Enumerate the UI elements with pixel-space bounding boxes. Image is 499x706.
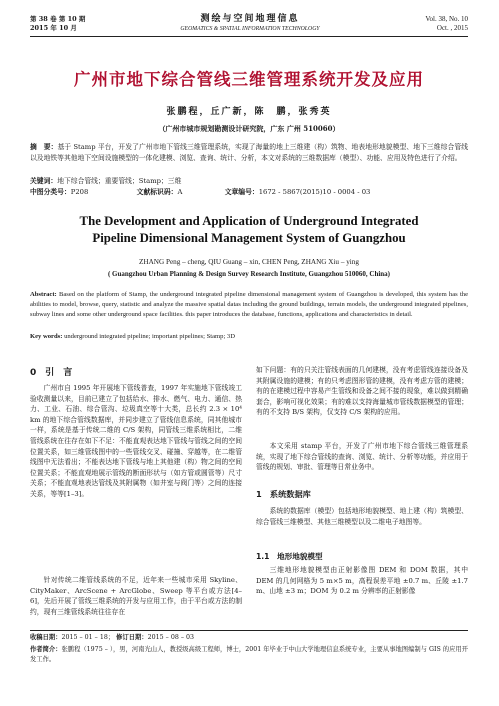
abstract-en-text: Based on the platform of Stamp, the underground integrated pipeline dimensional management system of Guangzhou is developed, this system has the abilities to model, browse, query, statistic and analyze the massive spatial datas including the ground buildings, terrain models, the underground integrated pipelines, subway lines and some other underground space facilities. this paper introduces the database, functions, applications and characteristics in detail. <box>30 291 468 319</box>
affiliation-en: ( Guangzhou Urban Planning & Design Survey Research Institute, Guangzhou 510060, China) <box>107 270 391 278</box>
doc-code-label: 文献标识码： <box>136 188 178 196</box>
author-bio-label: 作者简介： <box>30 646 62 653</box>
section-1-heading: 1 系统数据库 <box>256 489 311 499</box>
abstract-en <box>30 290 468 321</box>
section-0-paragraph-1: 广州市自 1995 年开展地下管线普查，1997 年实施地下管线竣工验收测量以来，目前已建立了包括给水、排水、燃气、电力、通信、热力、工业、石油、综合管沟、垃圾真空等十大类，总长约 2.3 × 10⁴ km 的地下综合管线数据库，并同步建立了管线信息系统，同其他城市一样，系统是基于传统二维的 C/S 架构，同管线三维系统相比，二维管线系统在往存在如下不足：不能直观表达地下管线与管线之间的空间位置关系，如三维管线图中的一些管线交叉、碰撞、穿越等，在二维管线图中无法看出；不能表达地下管线与地上其他建（构）物之间的空间位置关系；不能直观地展示管线的断面形状与（如方管或圆管等）尺寸关系；不能直观地表达管线及其附属物（如井室与阀门等）之间的连接关系，等等[1–3]。 <box>30 384 242 498</box>
article-title-cn: 广州市地下综合管线三维管理系统开发及应用 <box>74 70 424 89</box>
journal-title-en: GEOMATICS & SPATIAL INFORMATION TECHNOLOGY <box>180 26 320 32</box>
keywords-cn-label: 关键词： <box>30 177 58 185</box>
keywords-en-text: underground integrated pipeline; important pipelines; Stamp; 3D <box>64 333 235 340</box>
header-rule <box>30 36 468 37</box>
footnote-author <box>30 645 468 665</box>
clc-value: P208 <box>70 188 89 196</box>
section-0-paragraph-2: 针对传统二维管线系统的不足，近年来一些城市采用 Skyline、CityMaker、ArcScene + ArcGlobe、Sweep 等平台或方法[4–6]，先后开展了管线三维系统的开发与应用工作，由于平台或方法的制约，现有三维管线系统往往存在 <box>30 576 242 616</box>
section-0-heading: 0 引 言 <box>30 368 73 378</box>
received-date: 2015 – 01 – 18； <box>61 634 115 641</box>
right-column-paragraph-2: 本文采用 stamp 平台，开发了广州市地下综合管线三维管理系统，实现了地下综合管线的查询、浏览、统计、分析等功能，并应用于管线的规划、审批、管理等日常业务中。 <box>256 442 468 472</box>
clc-label: 中图分类号： <box>30 188 71 196</box>
classification-line <box>30 187 468 198</box>
article-number-label: 文章编号： <box>224 188 259 196</box>
footnote-rule <box>30 630 468 631</box>
section-1-paragraph: 系统的数据库（模型）包括地形地貌模型、地上建（构）筑模型、综合管线三维模型、其他三维模型以及二维电子地图等。 <box>256 507 468 526</box>
header-volume-en-text: Vol. 38, No. 10 <box>425 15 468 23</box>
section-1-1-paragraph: 三维地形地貌模型由正射影像图 DEM 和 DOM 数据，其中 DEM 的几何网格为 5 m×5 m，高程误差平地 ±0.7 m、丘陵 ±1.7 m、山地 ±3 m；DOM 为 0.2 m 分辨率的正射影像 <box>256 566 468 596</box>
revised-label: 修订日期： <box>116 634 148 641</box>
article-title-en: The Development and Application of Underground Integrated Pipeline Dimensional Management System of Guangzhou <box>79 214 419 245</box>
article-number-value: 1672 - 5867(2015)10 - 0004 - 03 <box>258 188 371 196</box>
header-date-en-text: Oct. , 2015 <box>436 24 468 32</box>
authors-en: ZHANG Peng – cheng, QIU Guang – xin, CHEN Peng, ZHANG Xiu – ying <box>139 258 359 266</box>
header-volume <box>30 15 120 33</box>
keywords-en <box>30 332 468 343</box>
section-1-1-heading: 1.1 地形地貌模型 <box>256 552 323 561</box>
journal-title-cn: 测绘与空间地理信息 <box>200 14 300 24</box>
keywords-cn <box>30 176 468 187</box>
abstract-cn-text: 基于 Stamp 平台，开发了广州市地下管线三维管理系统，实现了海量的地上三维建（构）筑物、地表地形地貌模型、地下三维综合管线以及地铁等其他地下空间设施模型的一体化建模、浏览、查询、统计、分析，本文对系统的三维数据库（模型）、功能、应用及特色进行了介绍。 <box>30 143 469 162</box>
doc-code-value: A <box>177 188 183 196</box>
abstract-cn <box>30 142 468 163</box>
keywords-cn-text: 地下综合管线；重要管线；Stamp；三维 <box>57 177 182 185</box>
abstract-en-label: Abstract: <box>30 291 57 298</box>
received-label: 收稿日期： <box>30 634 62 641</box>
revised-date: 2015 – 08 – 03 <box>147 634 194 641</box>
authors-cn: 张鹏程，丘广新，陈 鹏，张秀英 <box>166 107 332 117</box>
header-journal <box>130 14 370 34</box>
abstract-cn-label: 摘 要： <box>30 143 58 151</box>
author-bio-text: 张鹏程（1975 – ），男，河南光山人，教授级高级工程师，博士，2001 年毕业于中山大学地理信息系统专业，主要从事地图编制与 GIS 的应用开发工作。 <box>30 646 468 663</box>
keywords-en-label: Key words: <box>30 333 63 340</box>
affiliation-cn: （广州市城市规划勘测设计研究院，广东 广州 510060） <box>158 124 340 133</box>
right-column-paragraph-1: 如下问题：有的只关注管线表面的几何建模，没有考虑管线连接设备及其附属设施的建模；有的只考虑图形管的建模，没有考虑方管的建模；有的在建模过程中容易产生管线和设备之间不接的现象，难以做到精确套合，影响可视化效果；有的难以支持海量城市管线数据模型的管理；有的不支持 B/S 架构，仅支持 C/S 架构的应用。 <box>256 366 468 417</box>
header-date-text: 2015 年 10 月 <box>30 24 77 32</box>
header-volume-text: 第 38 卷 第 10 期 <box>30 15 86 23</box>
header-volume-en <box>368 15 468 33</box>
footnote-dates <box>30 633 468 643</box>
